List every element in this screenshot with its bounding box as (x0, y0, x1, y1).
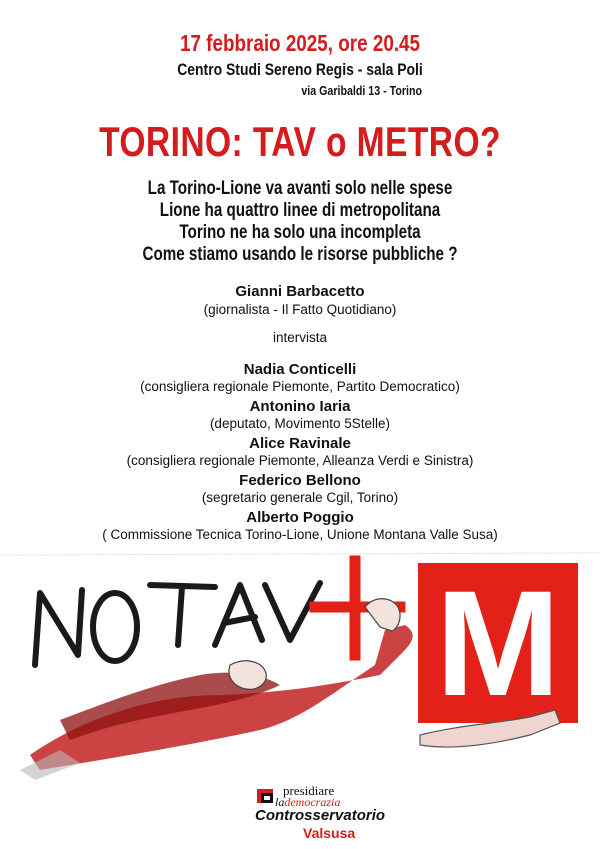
notav-metro-artwork (0, 545, 600, 785)
subtitle-line: Torino ne ha solo una incompleta (179, 222, 421, 243)
speaker-name: Alberto Poggio (246, 509, 354, 526)
event-address: via Garibaldi 13 - Torino (301, 83, 422, 98)
speaker-name: Alice Ravinale (249, 435, 351, 452)
subtitle-line: Lione ha quattro linee di metropolitana (159, 200, 441, 221)
subtitle-line: Come stiamo usando le risorse pubbliche ? (142, 244, 458, 265)
speaker-role: (deputato, Movimento 5Stelle) (209, 416, 391, 431)
speaker-role: (segretario generale Cgil, Torino) (201, 490, 399, 505)
poster-title: TORINO: TAV o METRO? (99, 118, 501, 165)
moderator-role: (giornalista - Il Fatto Quotidiano) (203, 302, 397, 317)
speaker-name: Nadia Conticelli (243, 361, 357, 378)
speaker-role: ( Commissione Tecnica Torino-Lione, Unione Montana Valle Susa) (102, 527, 498, 542)
event-date: 17 febbraio 2025, ore 20.45 (179, 30, 421, 56)
logo-line-valsusa: Valsusa (303, 825, 356, 841)
speaker-role: (consigliera regionale Piemonte, Alleanza Verdi e Sinistra) (126, 453, 474, 468)
speaker-role: (consigliera regionale Piemonte, Partito Democratico) (140, 379, 460, 394)
moderator-name: Gianni Barbacetto (235, 283, 365, 300)
metro-m-letter: M (435, 559, 561, 727)
event-venue: Centro Studi Sereno Regis - sala Poli (177, 60, 423, 79)
logo-word-la: la (275, 795, 285, 809)
subtitle-line: La Torino-Lione va avanti solo nelle spese (147, 178, 453, 199)
interview-label: intervista (272, 330, 328, 345)
logo-line-presidiare: presidiare (283, 783, 335, 798)
metro-m-sign (418, 559, 578, 727)
logo-emblem-icon (255, 785, 277, 807)
speaker-name: Federico Bellono (239, 472, 361, 489)
logo-word-democrazia: democrazia (284, 795, 341, 809)
notav-graffiti (35, 583, 320, 665)
logo-line-controsservatorio: Controsservatorio (255, 807, 386, 824)
controsservatorio-logo (255, 783, 385, 843)
speaker-name: Antonino Iaria (249, 398, 351, 415)
